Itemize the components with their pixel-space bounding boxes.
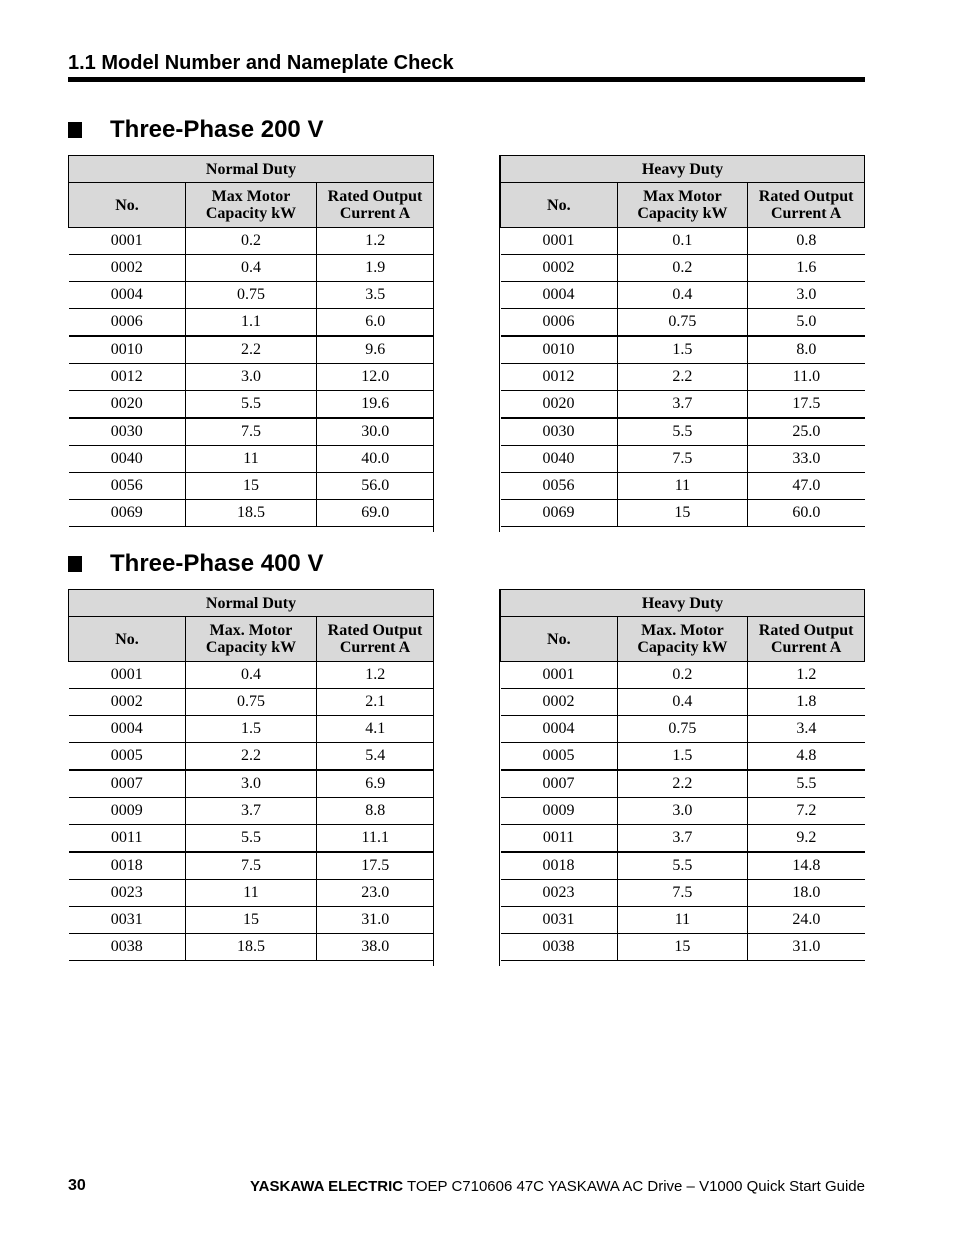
table-row	[501, 743, 865, 771]
table-cell: 7.5	[186, 418, 317, 446]
table-cell: 31.0	[748, 934, 865, 961]
table-cell: 9.6	[317, 336, 434, 364]
table-cell: 9.2	[748, 825, 865, 853]
table-cell: 0.75	[617, 716, 748, 743]
table-cell: 7.2	[748, 798, 865, 825]
footer-brand: YASKAWA ELECTRIC	[250, 1178, 404, 1195]
column-header: Rated Output Current A	[317, 183, 434, 228]
table-cell: 15	[617, 934, 748, 961]
table-cell: 0.4	[186, 255, 317, 282]
table-row	[501, 500, 865, 527]
table-row	[69, 228, 434, 255]
table-cell: 24.0	[748, 907, 865, 934]
table-row	[69, 907, 434, 934]
table-cell: 0020	[69, 391, 186, 419]
table-row	[69, 391, 434, 419]
table-row	[69, 336, 434, 364]
table-cell: 1.5	[617, 743, 748, 771]
table-cell: 0030	[501, 418, 618, 446]
table-row	[501, 852, 865, 880]
table-cell: 8.0	[748, 336, 865, 364]
table-cell: 1.5	[186, 716, 317, 743]
table-cell: 5.0	[748, 309, 865, 337]
table-cell: 40.0	[317, 446, 434, 473]
table-row	[69, 309, 434, 337]
table-row	[69, 852, 434, 880]
table-row	[501, 907, 865, 934]
table-cell: 0.2	[617, 662, 748, 689]
table-cell: 0040	[69, 446, 186, 473]
square-bullet-icon	[68, 556, 82, 572]
table-row	[501, 282, 865, 309]
table-cell: 4.8	[748, 743, 865, 771]
footer-doc-title: TOEP C710606 47C YASKAWA AC Drive – V1000 Quick Start Guide	[403, 1178, 865, 1195]
table-row	[501, 662, 865, 689]
table-row	[69, 743, 434, 771]
heavy-duty-table	[500, 155, 865, 527]
table-cell: 0038	[501, 934, 618, 961]
table-cell: 0.8	[748, 228, 865, 255]
footer-text	[250, 1178, 865, 1195]
table-cell: 0.4	[186, 662, 317, 689]
table-cell: 18.5	[186, 500, 317, 527]
table-cell: 0.75	[617, 309, 748, 337]
square-bullet-icon	[68, 122, 82, 138]
table-cell: 0020	[501, 391, 618, 419]
column-header: Max. Motor Capacity kW	[617, 617, 748, 662]
table-cell: 1.9	[317, 255, 434, 282]
table-cell: 2.2	[186, 743, 317, 771]
table-cell: 7.5	[186, 852, 317, 880]
table-cell: 2.2	[617, 770, 748, 798]
table-cell: 0031	[501, 907, 618, 934]
table-cell: 0012	[501, 364, 618, 391]
table-cell: 0005	[501, 743, 618, 771]
table-cell: 0004	[69, 282, 186, 309]
table-row	[501, 364, 865, 391]
table-cell: 5.5	[186, 825, 317, 853]
table-cell: 0012	[69, 364, 186, 391]
column-header: Max Motor Capacity kW	[186, 183, 317, 228]
table-cell: 15	[186, 907, 317, 934]
table-row	[69, 934, 434, 961]
table-cell: 0009	[501, 798, 618, 825]
table-cell: 7.5	[617, 880, 748, 907]
table-row	[501, 716, 865, 743]
table-cell: 0023	[69, 880, 186, 907]
table-cell: 0.2	[617, 255, 748, 282]
table-cell: 18.0	[748, 880, 865, 907]
table-cell: 1.8	[748, 689, 865, 716]
column-header: No.	[501, 183, 618, 228]
table-cell: 0023	[501, 880, 618, 907]
table-cell: 3.5	[317, 282, 434, 309]
table-cell: 0.1	[617, 228, 748, 255]
table-cell: 0069	[501, 500, 618, 527]
table-cell: 33.0	[748, 446, 865, 473]
table-row	[501, 391, 865, 419]
table-cell: 11	[617, 473, 748, 500]
table-row	[69, 716, 434, 743]
table-cell: 0011	[69, 825, 186, 853]
table-cell: 0056	[69, 473, 186, 500]
table-cell: 0002	[69, 689, 186, 716]
table-cell: 15	[617, 500, 748, 527]
table-row	[69, 770, 434, 798]
table-cell: 3.0	[748, 282, 865, 309]
table-cell: 0.75	[186, 689, 317, 716]
section-title: Three-Phase 400 V	[110, 550, 324, 577]
table-cell: 11.1	[317, 825, 434, 853]
table-cell: 1.1	[186, 309, 317, 337]
table-cell: 5.5	[617, 418, 748, 446]
table-row	[501, 228, 865, 255]
table-cell: 6.0	[317, 309, 434, 337]
table-row	[501, 689, 865, 716]
normal-duty-title: Normal Duty	[69, 590, 434, 617]
table-cell: 1.2	[317, 228, 434, 255]
page-number: 30	[68, 1177, 86, 1194]
table-cell: 1.2	[317, 662, 434, 689]
section-title: Three-Phase 200 V	[110, 116, 324, 143]
table-row	[69, 473, 434, 500]
table-row	[501, 418, 865, 446]
table-row	[69, 446, 434, 473]
table-cell: 0010	[501, 336, 618, 364]
table-row	[501, 473, 865, 500]
table-gap	[433, 155, 500, 532]
table-cell: 0056	[501, 473, 618, 500]
table-cell: 31.0	[317, 907, 434, 934]
table-cell: 0004	[501, 716, 618, 743]
column-header: Rated Output Current A	[748, 617, 865, 662]
table-cell: 1.2	[748, 662, 865, 689]
table-cell: 0.2	[186, 228, 317, 255]
column-header: No.	[501, 617, 618, 662]
table-cell: 0030	[69, 418, 186, 446]
table-cell: 0018	[69, 852, 186, 880]
table-cell: 6.9	[317, 770, 434, 798]
table-cell: 69.0	[317, 500, 434, 527]
table-cell: 11	[186, 880, 317, 907]
table-cell: 0001	[501, 228, 618, 255]
table-row	[501, 309, 865, 337]
table-row	[69, 798, 434, 825]
normal-duty-table	[68, 589, 434, 961]
table-cell: 0040	[501, 446, 618, 473]
table-cell: 0006	[69, 309, 186, 337]
table-cell: 7.5	[617, 446, 748, 473]
table-row	[69, 825, 434, 853]
table-cell: 0018	[501, 852, 618, 880]
table-cell: 12.0	[317, 364, 434, 391]
table-cell: 14.8	[748, 852, 865, 880]
header-rule	[68, 77, 865, 82]
table-cell: 11	[617, 907, 748, 934]
table-row	[501, 336, 865, 364]
table-cell: 0069	[69, 500, 186, 527]
table-row	[69, 364, 434, 391]
table-cell: 0002	[69, 255, 186, 282]
table-cell: 5.5	[617, 852, 748, 880]
table-cell: 0001	[69, 228, 186, 255]
column-header: Rated Output Current A	[317, 617, 434, 662]
table-cell: 1.5	[617, 336, 748, 364]
table-cell: 2.1	[317, 689, 434, 716]
table-cell: 1.6	[748, 255, 865, 282]
table-cell: 38.0	[317, 934, 434, 961]
table-row	[501, 255, 865, 282]
column-header: No.	[69, 183, 186, 228]
table-cell: 0001	[501, 662, 618, 689]
table-row	[501, 770, 865, 798]
table-row	[69, 418, 434, 446]
table-cell: 23.0	[317, 880, 434, 907]
table-cell: 15	[186, 473, 317, 500]
table-cell: 0009	[69, 798, 186, 825]
table-cell: 0.75	[186, 282, 317, 309]
table-cell: 19.6	[317, 391, 434, 419]
table-cell: 3.0	[186, 364, 317, 391]
section-heading-200v	[68, 116, 323, 144]
table-cell: 0.4	[617, 689, 748, 716]
table-cell: 0038	[69, 934, 186, 961]
table-cell: 25.0	[748, 418, 865, 446]
table-cell: 56.0	[317, 473, 434, 500]
table-cell: 3.7	[617, 825, 748, 853]
table-cell: 18.5	[186, 934, 317, 961]
section-header: 1.1 Model Number and Nameplate Check	[68, 52, 454, 74]
table-cell: 3.7	[617, 391, 748, 419]
table-cell: 11.0	[748, 364, 865, 391]
table-cell: 17.5	[317, 852, 434, 880]
column-header: Rated Output Current A	[748, 183, 865, 228]
table-row	[69, 255, 434, 282]
table-cell: 2.2	[186, 336, 317, 364]
table-cell: 5.4	[317, 743, 434, 771]
table-cell: 0007	[69, 770, 186, 798]
table-row	[501, 825, 865, 853]
table-cell: 0007	[501, 770, 618, 798]
section-heading-400v	[68, 550, 323, 578]
table-row	[69, 880, 434, 907]
table-cell: 11	[186, 446, 317, 473]
table-cell: 0002	[501, 689, 618, 716]
table-row	[501, 880, 865, 907]
table-cell: 0006	[501, 309, 618, 337]
column-header: No.	[69, 617, 186, 662]
table-cell: 3.0	[186, 770, 317, 798]
table-cell: 2.2	[617, 364, 748, 391]
normal-duty-table	[68, 155, 434, 527]
table-cell: 0002	[501, 255, 618, 282]
heavy-duty-title: Heavy Duty	[501, 590, 865, 617]
table-cell: 3.4	[748, 716, 865, 743]
table-cell: 5.5	[748, 770, 865, 798]
table-row	[69, 689, 434, 716]
table-row	[69, 500, 434, 527]
table-cell: 3.7	[186, 798, 317, 825]
table-gap	[433, 589, 500, 966]
column-header: Max Motor Capacity kW	[617, 183, 748, 228]
table-cell: 0001	[69, 662, 186, 689]
table-cell: 0010	[69, 336, 186, 364]
column-header: Max. Motor Capacity kW	[186, 617, 317, 662]
table-cell: 0011	[501, 825, 618, 853]
table-cell: 60.0	[748, 500, 865, 527]
table-cell: 4.1	[317, 716, 434, 743]
table-row	[501, 934, 865, 961]
table-cell: 30.0	[317, 418, 434, 446]
table-cell: 8.8	[317, 798, 434, 825]
table-cell: 17.5	[748, 391, 865, 419]
table-cell: 5.5	[186, 391, 317, 419]
table-row	[69, 662, 434, 689]
table-cell: 0005	[69, 743, 186, 771]
table-row	[69, 282, 434, 309]
table-cell: 0004	[69, 716, 186, 743]
table-row	[501, 798, 865, 825]
table-cell: 3.0	[617, 798, 748, 825]
heavy-duty-title: Heavy Duty	[501, 156, 865, 183]
table-cell: 0.4	[617, 282, 748, 309]
table-row	[501, 446, 865, 473]
normal-duty-title: Normal Duty	[69, 156, 434, 183]
heavy-duty-table	[500, 589, 865, 961]
table-cell: 0004	[501, 282, 618, 309]
table-cell: 0031	[69, 907, 186, 934]
table-cell: 47.0	[748, 473, 865, 500]
